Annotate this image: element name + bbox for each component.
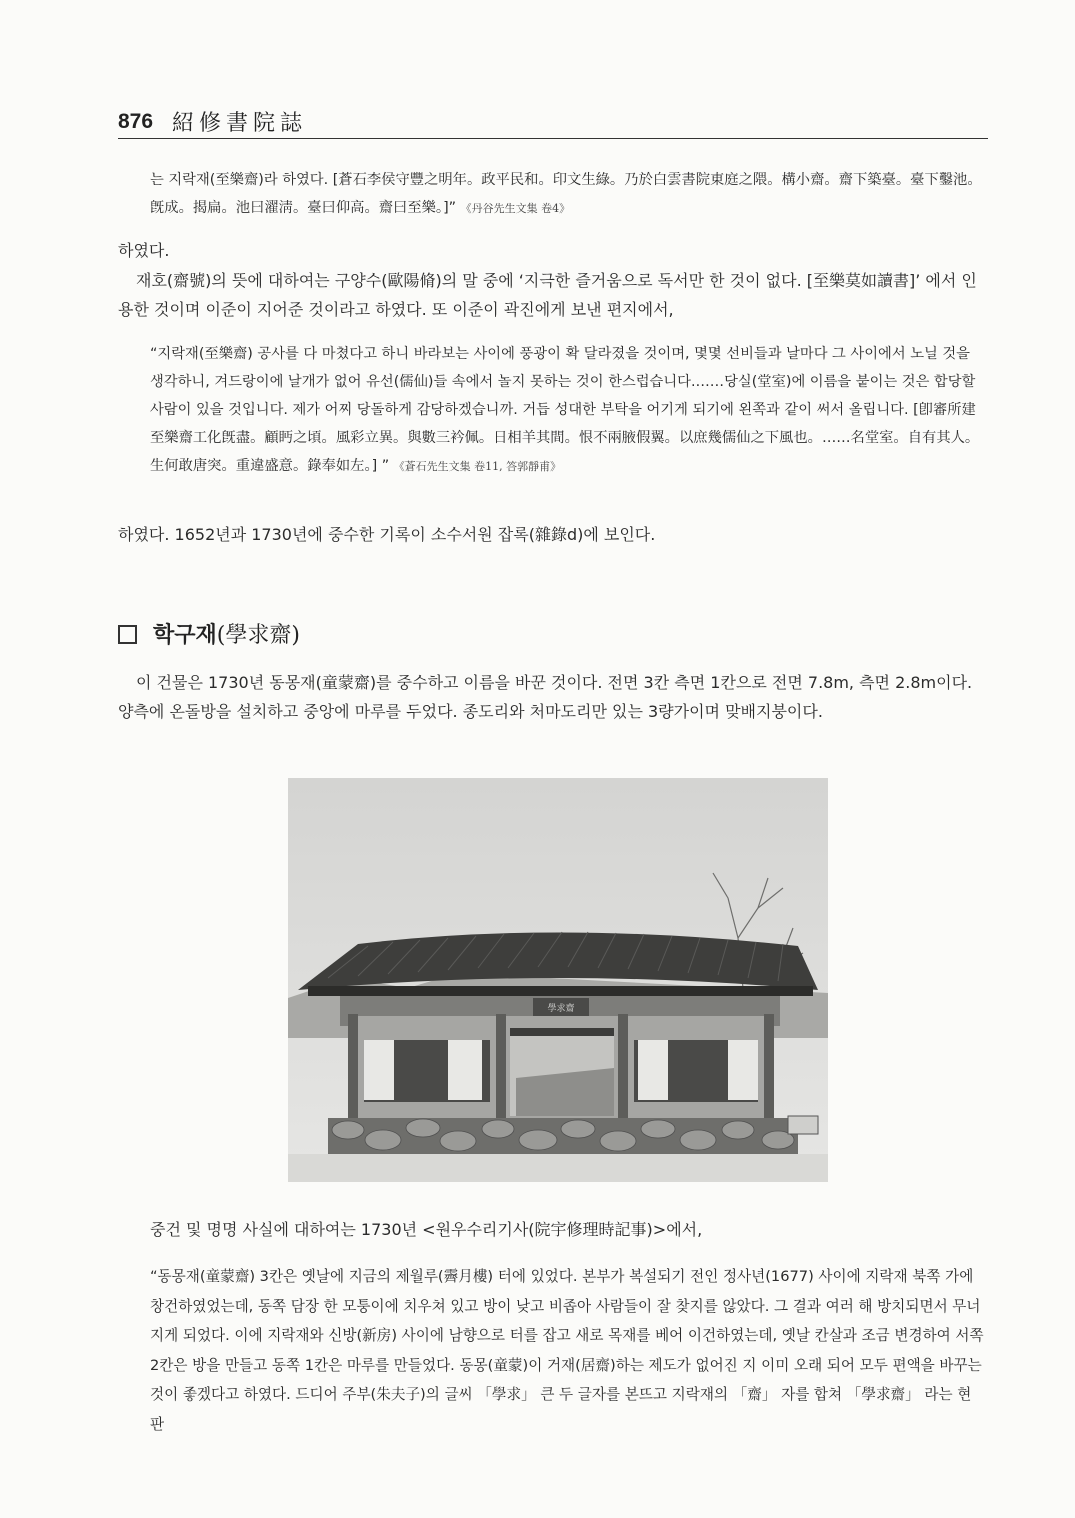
book-title: 紹修書院誌 [172, 111, 308, 136]
citation: 《蒼石先生文集 卷11, 答郭靜甫》 [393, 460, 562, 473]
paragraph-3: 하였다. 1652년과 1730년에 중수한 기록이 소수서원 잡록(雜錄d)에 보인다. [118, 525, 656, 544]
page-number: 876 [118, 110, 154, 133]
page-header [118, 104, 988, 139]
paragraph-1: 하였다. [118, 241, 170, 260]
plaque-text: 學求齋 [547, 1004, 575, 1014]
quote-danggok [150, 166, 985, 223]
paragraph-2: 재호(齋號)의 뜻에 대하여는 구양수(歐陽脩)의 말 중에 ‘지극한 즐거움으로 독서만 한 것이 없다. [至樂莫如讀書]’ 에서 인용한 것이며 이준이 지어준 것이라고 하였다. 또 이준이 곽진에게 보낸 편지에서, [118, 271, 977, 319]
quote-changseok-letter [150, 340, 985, 481]
quote-text: 는 지락재(至樂齋)라 하였다. [蒼石李侯守豐之明年。政平民和。印文生綠。乃於白雲書院東庭之隈。構小齋。齋下築臺。臺下鑿池。旣成。揭扁。池曰濯淸。臺曰仰高。齋曰至樂。]” [150, 172, 982, 216]
quote-text: “지락재(至樂齋) 공사를 다 마쳤다고 하니 바라보는 사이에 풍광이 확 달라졌을 것이며, 몇몇 선비들과 날마다 그 사이에서 노닐 것을 생각하니, 겨드랑이에 날개가 없어 유선(儒仙)들 속에서 놀지 못하는 것이 한스럽습니다.……당실(堂室)에 이름을 붙이는 것은 합당할 사람이 있을 것입니다. 제가 어찌 당돌하게 감당하겠습니까. 거듭 성대한 부탁을 어기게 되기에 왼쪽과 같이 써서 올립니다. [卽審所建至樂齋工化旣盡。顧眄之頃。風彩立異。與數三衿佩。日相羊其間。恨不兩腋假翼。以庶幾儒仙之下風也。……名堂室。自有其人。生何敢唐突。重違盛意。錄奉如左。] ” [150, 346, 980, 474]
hakguje-building-photo [288, 778, 828, 1182]
quote-text: “동몽재(童蒙齋) 3칸은 옛날에 지금의 제월루(霽月樓) 터에 있었다. 본부가 복설되기 전인 정사년(1677) 사이에 지락재 북쪽 가에 창건하였었는데, 동쪽 담장 한 모퉁이에 치우쳐 있고 방이 낮고 비좁아 사람들이 잘 찾지를 않았다. 그 결과 여러 해 방치되면서 무너지게 되었다. 이에 지락재와 신방(新房) 사이에 남향으로 터를 잡고 새로 목재를 베어 이건하였는데, 옛날 칸살과 조금 변경하여 서쪽 2칸은 방을 만들고 동쪽 1칸은 마루를 만들었다. 동몽(童蒙)이 거재(居齋)하는 제도가 없어진 지 이미 오래 되어 모두 편액을 바꾸는 것이 좋겠다고 하였다. 드디어 주부(朱夫子)의 글씨 「學求」 큰 두 글자를 본뜨고 지락재의 「齋」 자를 합쳐 「學求齋」 라는 현판 [150, 1268, 984, 1433]
paragraph-5: 중건 및 명명 사실에 대하여는 1730년 <원우수리기사(院宇修理時記事)>에서, [150, 1220, 703, 1239]
citation: 《丹谷先生文集 卷4》 [460, 202, 571, 215]
section-heading [118, 618, 300, 652]
quote-repair-record [150, 1262, 985, 1439]
section-title-hanja: (學求齋) [216, 623, 300, 648]
paragraph-4: 이 건물은 1730년 동몽재(童蒙齋)를 중수하고 이름을 바꾼 것이다. 전면 3칸 측면 1칸으로 전면 7.8m, 측면 2.8m이다. 양측에 온돌방을 설치하고 중앙에 마루를 두었다. 종도리와 처마도리만 있는 3량가이며 맞배지붕이다. [118, 673, 973, 721]
section-title: 학구재 [153, 623, 217, 648]
square-bullet-icon [118, 625, 137, 644]
